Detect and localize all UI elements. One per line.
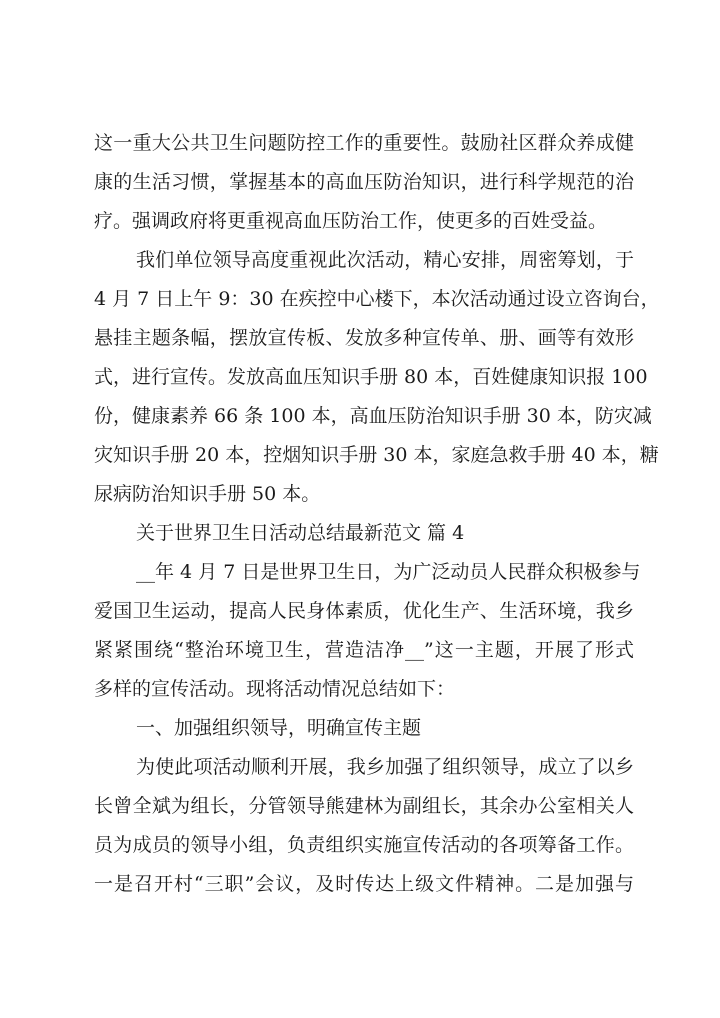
- text-line: 这一重大公共卫生问题防控工作的重要性。鼓励社区群众养成健: [94, 132, 634, 154]
- text-line: 份，健康素养 66 条 100 本，高血压防治知识手册 30 本，防灾减: [94, 405, 652, 427]
- text-line: 紧紧围绕“整治环境卫生，营造洁净__”这一主题，开展了形式: [94, 639, 634, 661]
- paragraph-first-line: 为使此项活动顺利开展，我乡加强了组织领导，成立了以乡: [136, 756, 634, 778]
- text-line: 员为成员的领导小组，负责组织实施宣传活动的各项筹备工作。: [94, 834, 634, 856]
- section-heading: 关于世界卫生日活动总结最新范文 篇 4: [136, 522, 465, 544]
- text-line: 灾知识手册 20 本，控烟知识手册 30 本，家庭急救手册 40 本，糖: [94, 444, 659, 466]
- text-line: 爱国卫生运动，提高人民身体素质，优化生产、生活环境，我乡: [94, 600, 634, 622]
- text-line: 康的生活习惯，掌握基本的高血压防治知识，进行科学规范的治: [94, 171, 634, 193]
- paragraph-first-line: 我们单位领导高度重视此次活动，精心安排，周密筹划，于: [136, 249, 634, 271]
- text-line: 一是召开村“三职”会议，及时传达上级文件精神。二是加强与: [94, 873, 634, 895]
- paragraph-first-line: __年 4 月 7 日是世界卫生日，为广泛动员人民群众积极参与: [136, 561, 641, 583]
- subsection-heading: 一、加强组织领导，明确宣传主题: [136, 717, 422, 739]
- text-line: 尿病防治知识手册 50 本。: [94, 483, 321, 505]
- text-line: 式，进行宣传。发放高血压知识手册 80 本，百姓健康知识报 100: [94, 366, 648, 388]
- document-body: [94, 124, 660, 904]
- text-line: 4 月 7 日上午 9：30 在疾控中心楼下，本次活动通过设立咨询台，: [94, 288, 660, 310]
- text-line: 悬挂主题条幅，摆放宣传板、发放多种宣传单、册、画等有效形: [94, 327, 634, 349]
- text-line: 长曾全斌为组长，分管领导熊建林为副组长，其余办公室相关人: [94, 795, 634, 817]
- text-line: 多样的宣传活动。现将活动情况总结如下：: [94, 678, 456, 700]
- text-line: 疗。强调政府将更重视高血压防治工作，使更多的百姓受益。: [94, 210, 608, 232]
